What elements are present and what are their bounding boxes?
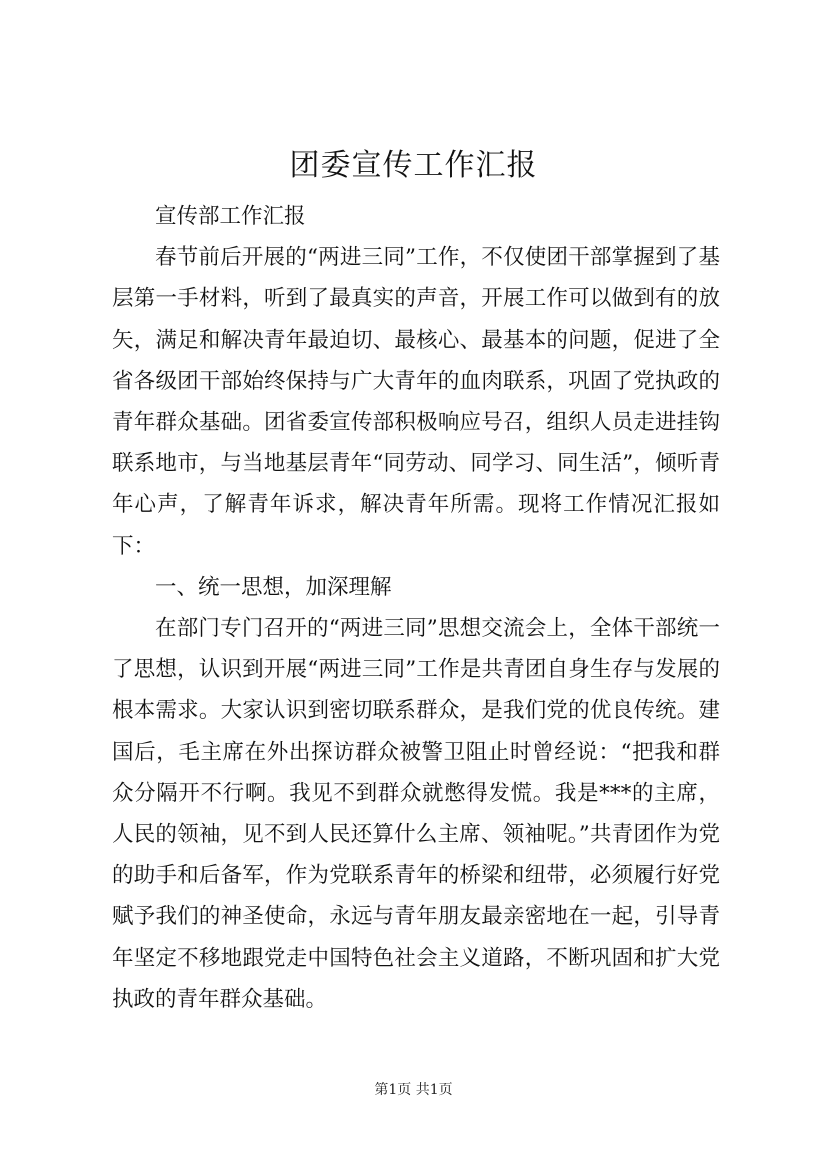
section-heading: 一、统一思想，加深理解 [155,574,392,600]
paragraph-section-1: 在部门专门召开的“两进三同”思想交流会上，全体干部统一了思想，认识到开展“两进三同”工作是共青团自身生存与发展的根本需求。大家认识到密切联系群众，是我们党的优良传统。建国后，毛主席在外出探访群众被警卫阻止时曾经说：“把我和群众分隔开不行啊。我见不到群众就憋得发慌。我是***的主席，人民的领袖，见不到人民还算什么主席、领袖呢。”共青团作为党的助手和后备军，作为党联系青年的桥梁和纽带，必须履行好党赋予我们的神圣使命，永远与青年朋友最亲密地在一起，引导青年坚定不移地跟党走中国特色社会主义道路，不断巩固和扩大党执政的青年群众基础。 [112,616,720,1012]
paragraph-subtitle: 宣传部工作汇报 [155,204,306,229]
page-footer: 第1页 共1页 [374,1082,453,1098]
document-body [112,196,720,1020]
document-title: 团委宣传工作汇报 [289,148,538,183]
paragraph-intro: 春节前后开展的“两进三同”工作，不仅使团干部掌握到了基层第一手材料，听到了最真实的声音，开展工作可以做到有的放矢，满足和解决青年最迫切、最核心、最基本的问题，促进了全省各级团干部始终保持与广大青年的血肉联系，巩固了党执政的青年群众基础。团省委宣传部积极响应号召，组织人员走进挂钩联系地市，与当地基层青年“同劳动、同学习、同生活”，倾听青年心声，了解青年诉求，解决青年所需。现将工作情况汇报如下： [112,245,720,559]
